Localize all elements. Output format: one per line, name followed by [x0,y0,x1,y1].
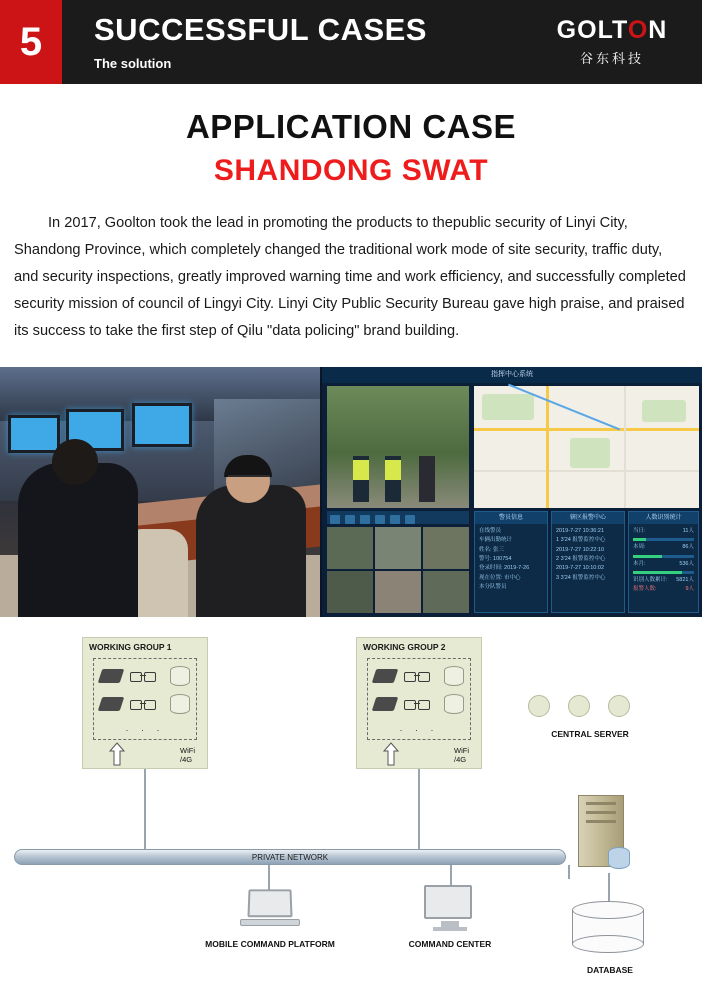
stats-label-1: 当日: [633,527,646,534]
map-road-h1 [474,428,699,431]
stats-label-2: 本周: [633,544,646,551]
working-group-2-devices [367,658,471,740]
gis-map-panel [474,386,699,508]
brand-name-part-b: OLT [577,15,628,44]
vehicle-monitor-3 [132,403,192,447]
connector-wg1-to-network [144,769,146,849]
storage-icon [444,666,464,686]
map-area-3 [642,400,686,422]
stats-bar-2 [633,555,694,558]
central-server-tower [578,795,634,873]
body-paragraph: In 2017, Goolton took the lead in promoting the products to thepublic security of Linyi City, Shandong Province, which completely changed the traditional work mode of site security, traffic duty, and security inspections, greatly improved warning time and work efficiency, and successfully completed security mission of council of Lingyi City. Linyi City Public Security Bureau gave high praise, and praised its success to take the first step of Qilu "data policing" brand building. [14,215,686,339]
brand-name-part-a: G [556,15,578,44]
server-node-1 [528,695,550,717]
wg2-device-row-1 [374,663,464,689]
stats-value-2: 86人 [682,544,694,551]
working-group-2 [356,637,482,769]
officer-info-line-6: 现在位置: 市中心 [479,574,521,581]
camera-thumb-3[interactable] [423,527,469,569]
toolbar-icon-1[interactable] [330,515,340,524]
video-vest-2 [385,460,401,480]
officer-info-line-3: 姓名: 张三 [479,546,505,553]
working-group-1-devices [93,658,197,740]
connector-network-to-monitor [450,865,452,887]
stats-panel-title: 人数识别统计 [629,512,698,524]
storage-icon [170,666,190,686]
stats-row-4 [633,576,694,585]
page-header [0,0,702,84]
stats-row-5 [633,585,694,594]
wg1-wifi-label [180,746,195,764]
stats-label-5: 报警人数: [633,586,657,593]
camera-thumbnail-grid[interactable] [327,527,469,613]
wg2-4g-text: /4G [454,754,467,764]
toolbar-icon-4[interactable] [375,515,385,524]
stats-value-1: 11人 [682,527,694,534]
tablet-icon [372,669,399,683]
server-node-3 [608,695,630,717]
vehicle-monitor-1 [8,415,60,453]
title-block [0,84,702,196]
alarm-center-panel-title: 辖区报警中心 [552,512,624,524]
application-case-subtitle: SHANDONG SWAT [213,154,489,187]
stats-row-2 [633,543,694,552]
ar-glasses-icon [404,698,430,710]
stats-label-4: 识别人数累计: [633,576,668,583]
working-group-2-label: WORKING GROUP 2 [363,641,446,652]
ar-glasses-icon [404,670,430,682]
screen-topbar-title: 指挥中心系统 [322,367,702,383]
server-slot-3 [586,820,616,823]
server-node-2 [568,695,590,717]
wg2-dots: · · · [399,724,439,735]
map-road-v1 [546,386,549,508]
command-center-label: COMMAND CENTER [408,938,492,949]
connector-wg2-to-network [418,769,420,849]
header-text-block [62,0,532,84]
officer-info-line-1: 在线警员 [479,527,502,534]
live-video-feed [327,386,469,508]
video-toolbar[interactable] [327,511,469,524]
toolbar-icon-3[interactable] [360,515,370,524]
central-server-label: CENTRAL SERVER [551,728,629,739]
face-recognition-stats-panel [628,511,699,613]
toolbar-icon-6[interactable] [405,515,415,524]
mobile-command-platform-label: MOBILE COMMAND PLATFORM [205,938,335,949]
ar-glasses-icon [130,698,156,710]
officer-seated [18,463,138,617]
officer-info-panel [474,511,548,613]
page-subtitle: The solution [94,55,172,71]
camera-thumb-2[interactable] [375,527,421,569]
brand-accent-o-icon: O [627,15,649,44]
brand-name-chinese: 谷东科技 [579,50,644,66]
private-network-bar: PRIVATE NETWORK [14,849,566,865]
map-area-2 [570,438,610,468]
wg2-wifi-label [454,746,469,764]
alarm-center-panel-body [552,524,624,586]
alarm-line-1: 2019-7-27 10:36:21 [556,527,605,534]
wg1-device-row-2 [100,691,190,717]
stats-label-3: 本月: [633,560,646,567]
officer-with-ar-glasses [196,485,306,617]
database-label: DATABASE [587,964,633,975]
alarm-line-4: 2 3'24 报警监控中心 [556,555,606,562]
map-area-1 [482,394,534,420]
laptop-screen [247,889,292,917]
ar-glasses-icon [130,670,156,682]
database-top [572,901,644,919]
alarm-center-panel [551,511,625,613]
server-slot-1 [586,802,616,805]
toolbar-icon-5[interactable] [390,515,400,524]
wg1-dots: · · · [125,724,165,735]
camera-thumb-6[interactable] [423,571,469,613]
stats-value-3: 536人 [679,560,694,567]
wg1-device-row-1 [100,663,190,689]
application-case-title: APPLICATION CASE [185,108,517,145]
wg2-wifi-text: WiFi [454,745,469,755]
database-icon [572,901,646,959]
map-road-h2 [474,470,699,472]
photo-strip [0,367,702,617]
stats-value-4: 5821人 [676,576,694,583]
storage-icon [444,694,464,714]
alarm-line-3: 2019-7-27 10:22:10 [556,546,605,553]
officer-seated-head [52,439,98,485]
stats-value-5: 9人 [685,586,694,593]
alarm-line-5: 2019-7-27 10:10:02 [556,565,605,572]
officer-info-line-5: 登录时间: 2019-7-26 [479,565,530,572]
photo-command-vehicle-interior [0,367,320,617]
page-title: SUCCESSFUL CASES [94,12,427,48]
connector-network-to-laptop [268,865,270,891]
database-bottom [572,935,644,953]
wg1-wifi-text: WiFi [180,745,195,755]
command-center-icon [424,885,476,933]
camera-thumb-5[interactable] [375,571,421,613]
wg1-uplink-arrow-icon [109,742,125,766]
wg1-4g-text: /4G [180,754,193,764]
officer-info-line-7: 本分队警员 [479,583,507,590]
connector-server-to-network [568,865,570,879]
officer-info-panel-title: 警员信息 [475,512,547,524]
brand-name [556,15,668,44]
tablet-icon [98,669,125,683]
officer-info-line-4: 警号: 100754 [479,555,512,562]
brand-logo [532,0,702,84]
camera-thumb-4[interactable] [327,571,373,613]
map-road-v2 [624,386,626,508]
stats-row-1 [633,527,694,536]
laptop-base [240,919,300,926]
section-number: 5 [0,0,62,84]
working-group-1-label: WORKING GROUP 1 [89,641,172,652]
tablet-icon [372,697,399,711]
monitor-screen [424,885,472,919]
server-slot-2 [586,811,616,814]
wg2-device-row-2 [374,691,464,717]
working-group-1 [82,637,208,769]
photo-command-center-screen [320,367,702,617]
server-disc-icon [608,847,630,869]
alarm-line-2: 1 3'24 报警监控中心 [556,537,606,544]
camera-thumb-1[interactable] [327,527,373,569]
toolbar-icon-2[interactable] [345,515,355,524]
wg2-uplink-arrow-icon [383,742,399,766]
brand-name-part-c: N [648,15,668,44]
stats-bar-1 [633,538,694,541]
mobile-command-platform-icon [240,889,300,931]
storage-icon [170,694,190,714]
video-vest-1 [353,460,369,480]
stats-row-3 [633,560,694,569]
ar-glasses-icon [228,475,270,483]
officer-info-panel-body [475,524,547,595]
alarm-line-6: 3 3'24 报警监控中心 [556,574,606,581]
officer-info-line-2: 车辆出勤统计 [479,537,513,544]
architecture-diagram [0,617,702,989]
tablet-icon [98,697,125,711]
stats-panel-body [629,524,698,598]
video-figure-3 [419,456,435,502]
stats-bar-3 [633,571,694,574]
monitor-foot [433,927,467,931]
